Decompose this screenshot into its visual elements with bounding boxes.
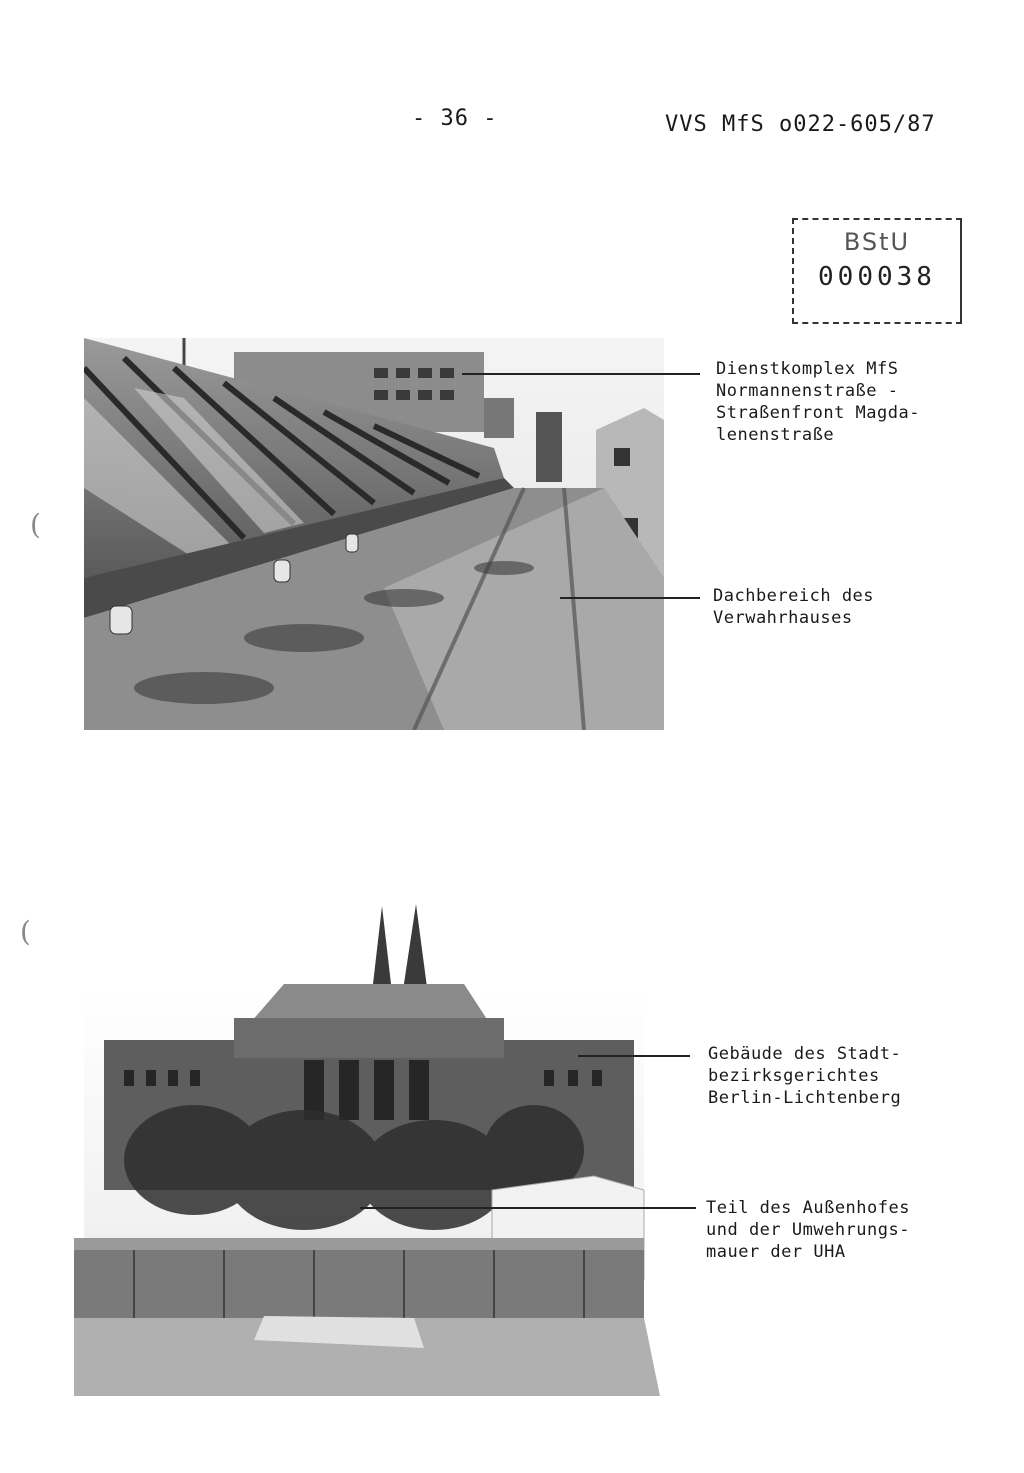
caption-aussenhof: Teil des Außenhofes und der Umwehrungs- mauer der UHA — [706, 1198, 910, 1262]
stamp-agency: BStU — [843, 228, 911, 256]
caption-dienstkomplex: Dienstkomplex MfS Normannenstraße - Straßenfront Magda- lenenstraße — [716, 359, 920, 445]
document-reference: VVS MfS o022-605/87 — [665, 112, 936, 137]
leader-line — [360, 1207, 696, 1209]
archive-stamp — [792, 218, 962, 324]
punch-hole-mark: ( — [30, 508, 41, 541]
photo-roof-area — [84, 338, 664, 730]
leader-line — [560, 597, 700, 599]
stamp-number: 000038 — [818, 262, 936, 292]
leader-line — [578, 1055, 690, 1057]
photo-court-building — [74, 900, 660, 1396]
leader-line — [462, 373, 700, 375]
punch-hole-mark: ( — [20, 915, 31, 948]
page-number: - 36 - — [412, 106, 498, 131]
caption-dachbereich: Dachbereich des Verwahrhauses — [713, 586, 875, 628]
caption-stadtbezirksgericht: Gebäude des Stadt- bezirksgerichtes Berlin-Lichtenberg — [708, 1044, 902, 1108]
